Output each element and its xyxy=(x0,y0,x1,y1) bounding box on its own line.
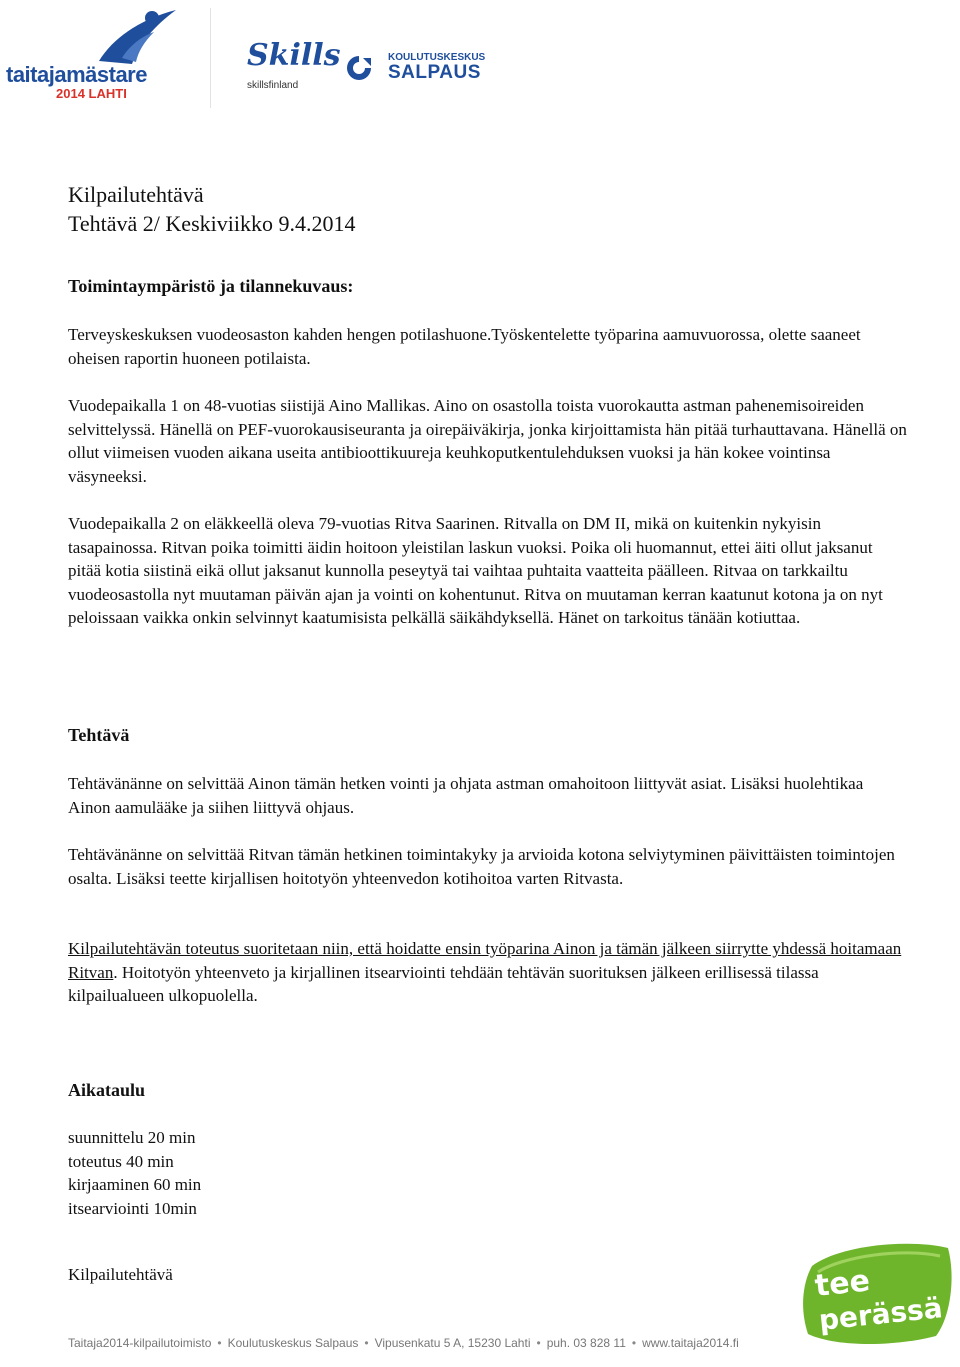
footer-separator: • xyxy=(536,1336,541,1350)
taitaja-swoosh-icon xyxy=(4,6,189,66)
task-p3-rest: . Hoitotyön yhteenveto ja kirjallinen itsearviointi tehdään tehtävän suorituksen jälkeen erillisessä tilassa kilpailualueen ulkopuolella. xyxy=(68,962,819,1005)
task-heading: Tehtävä xyxy=(68,725,130,745)
footer xyxy=(68,1336,888,1350)
task-p3-underlined: Kilpailutehtävän toteutus suoritetaan niin, että hoidatte ensin työparina Ainon ja tämän jälkeen siirrytte yhdessä hoitamaan Ritvan xyxy=(68,939,902,982)
schedule-heading-block xyxy=(68,1079,908,1103)
environment-p3: Vuodepaikalla 2 on eläkkeellä oleva 79-vuotias Ritva Saarinen. Ritvalla on DM II, mikä on kuitenkin nykyisin tasapainossa. Ritvan poika toimitti äidin hoitoon yleistilan laskun vuoksi. Poika oli huomannut, ettei äiti ollut jaksanut pitää kotia siistinä eikä ollut jaksanut kunnolla peseytyä tai vaihtaa puhtaita vaatteita päälleen. Ritvaa on tarkkailtu vuodeosastolla nyt muutaman päivän ajan ja vointi on kohentunut. Ritva on muutaman kerran kaatunut kotona ja on nyt peloissaan vaikka onkin selvinnyt kaatumisista pelkällä säikähdyksellä. Hänet on tarkoitus tänään kotiuttaa. xyxy=(68,514,883,627)
footer-separator: • xyxy=(364,1336,369,1350)
skills-wordmark: Skills xyxy=(247,38,341,73)
schedule-item: toteutus 40 min xyxy=(68,1151,174,1171)
footer-separator: • xyxy=(217,1336,222,1350)
salpaus-top-text: KOULUTUSKESKUS xyxy=(388,52,486,63)
salpaus-logo xyxy=(345,50,485,90)
skills-finland-logo xyxy=(245,38,341,98)
footer-link[interactable]: www.taitaja2014.fi xyxy=(642,1336,739,1350)
tee-text: tee xyxy=(813,1263,872,1304)
salpaus-mark-icon xyxy=(345,54,373,82)
skills-subtitle: skillsfinland xyxy=(247,80,299,91)
schedule-item: suunnittelu 20 min xyxy=(68,1128,196,1147)
schedule-list xyxy=(68,1126,908,1220)
environment-paragraph-2 xyxy=(68,394,908,488)
perassa-text: perässä xyxy=(817,1291,945,1337)
environment-paragraph-1 xyxy=(68,323,908,370)
task-p3 xyxy=(68,937,908,1008)
task-heading-block xyxy=(68,724,908,748)
logo-divider xyxy=(210,8,211,108)
taitaja-wordmark: taitajamästare xyxy=(6,62,147,87)
footer-item: Taitaja2014-kilpailutoimisto xyxy=(68,1336,212,1350)
tee-perassa-logo xyxy=(798,1238,958,1348)
schedule-item: kirjaaminen 60 min xyxy=(68,1175,202,1194)
schedule-heading: Aikataulu xyxy=(68,1080,146,1100)
environment-p1: Terveyskeskuksen vuodeosaston kahden hengen potilashuone.Työskentelette työparina aamuvuorossa, olette saaneet oheisen raportin huoneen potilaista. xyxy=(68,325,861,368)
footer-separator: • xyxy=(631,1336,637,1350)
environment-heading-block xyxy=(68,275,908,299)
title-line-1: Kilpailutehtävä xyxy=(68,182,204,207)
task-p1: Tehtävänänne on selvittää Ainon tämän hetken vointi ja ohjata astman omahoitoon liittyvät asiat. Lisäksi huolehtikaa Ainon aamulääke ja siihen liittyvä ohjaus. xyxy=(68,774,864,817)
taitaja-logo xyxy=(4,6,189,102)
schedule-item: itsearviointi 10min xyxy=(68,1198,197,1218)
footer-item: Vipusenkatu 5 A, 15230 Lahti xyxy=(374,1336,531,1350)
task-paragraph-2 xyxy=(68,843,908,890)
footer-item: Koulutuskeskus Salpaus xyxy=(227,1336,359,1350)
footer-item: puh. 03 828 11 xyxy=(546,1336,626,1350)
bottom-label-block xyxy=(68,1263,908,1287)
tee-perassa-badge-icon xyxy=(798,1238,958,1348)
taitaja-year-city: 2014 LAHTI xyxy=(56,86,127,101)
document-title xyxy=(68,180,908,238)
environment-paragraph-3 xyxy=(68,512,908,630)
environment-heading: Toimintaympäristö ja tilannekuvaus: xyxy=(68,276,354,296)
task-paragraph-1 xyxy=(68,772,908,819)
title-line-2: Tehtävä 2/ Keskiviikko 9.4.2014 xyxy=(68,211,356,236)
environment-p2: Vuodepaikalla 1 on 48-vuotias siistijä Aino Mallikas. Aino on osastolla toista vuorokautta astman pahenemisoireiden selvittelyssä. Hänellä on PEF-vuorokausiseuranta ja oirepäiväkirja, jonka kirjoittamista hän pitää turhauttavana. Hänellä on ollut viimeisen vuoden aikana useita antibioottikuureja keuhkoputkentulehduksen vuoksi ja hän kokee vointinsa väsyneeksi. xyxy=(68,396,907,486)
task-paragraph-3 xyxy=(68,937,908,1008)
salpaus-main-text: SALPAUS xyxy=(388,62,481,83)
bottom-label: Kilpailutehtävä xyxy=(68,1265,173,1284)
task-p2: Tehtävänänne on selvittää Ritvan tämän hetkinen toimintakyky ja arvioida kotona selviytyminen päivittäisten toimintojen osalta. Lisäksi teette kirjallisen hoitotyön yhteenvedon kotihoitoa varten Ritvasta. xyxy=(68,845,895,888)
